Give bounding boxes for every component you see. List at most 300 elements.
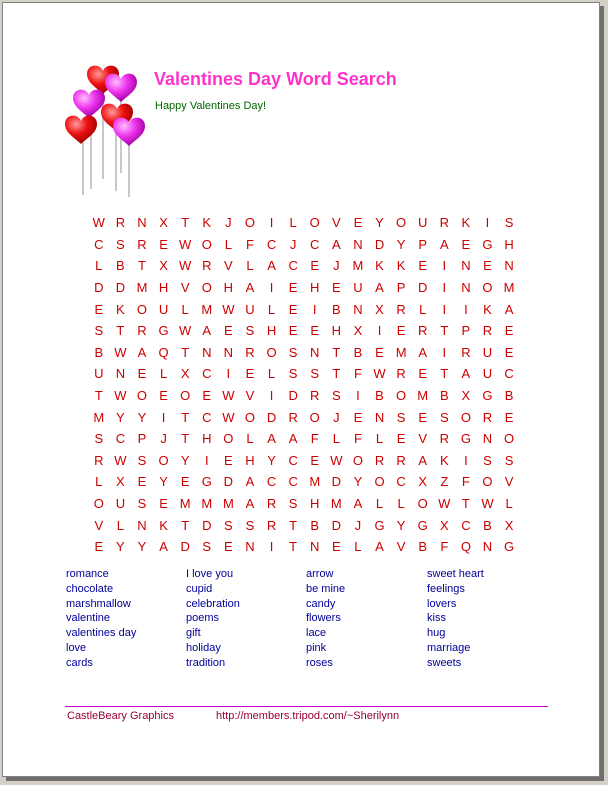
grid-letter: U <box>94 366 104 382</box>
grid-letter: N <box>310 539 320 555</box>
word-item: lace <box>306 627 327 640</box>
grid-letter: O <box>482 280 493 296</box>
grid-letter: E <box>310 258 320 274</box>
grid-letter: N <box>461 258 471 274</box>
word-item: tradition <box>186 656 226 669</box>
word-column <box>427 567 547 671</box>
grid-letter: V <box>180 280 190 296</box>
grid-letter: I <box>356 388 360 404</box>
grid-letter: L <box>95 474 103 490</box>
grid-letter: N <box>115 366 126 382</box>
grid-letter: G <box>482 236 493 252</box>
grid-letter: E <box>310 323 320 339</box>
grid-letter: L <box>95 258 103 274</box>
grid-letter: B <box>375 388 384 404</box>
grid-letter: E <box>137 366 147 382</box>
grid-letter: A <box>418 344 428 360</box>
grid-letter: V <box>331 215 341 231</box>
grid-letter: B <box>353 344 363 360</box>
grid-letter: S <box>331 388 341 404</box>
grid-letter: J <box>225 215 232 231</box>
grid-letter: T <box>181 215 190 231</box>
grid-row <box>88 406 520 428</box>
grid-letter: W <box>114 388 127 404</box>
grid-letter: I <box>442 280 447 296</box>
word-item: gift <box>186 627 201 640</box>
grid-letter: L <box>181 301 189 317</box>
grid-letter: O <box>309 409 320 425</box>
grid-row <box>88 342 520 364</box>
grid-letter: E <box>224 452 233 468</box>
grid-letter: S <box>116 236 125 252</box>
grid-letter: J <box>160 431 167 447</box>
grid-letter: K <box>116 301 125 317</box>
grid-letter: I <box>312 301 317 317</box>
grid-letter: D <box>180 539 190 555</box>
grid-letter: S <box>245 323 255 339</box>
grid-letter: H <box>202 431 212 447</box>
grid-letter: S <box>137 496 147 512</box>
grid-letter: K <box>483 301 492 317</box>
grid-letter: M <box>309 474 321 490</box>
grid-letter: Z <box>440 474 449 490</box>
grid-letter: O <box>460 409 471 425</box>
grid-letter: R <box>461 344 471 360</box>
grid-letter: C <box>288 474 298 490</box>
grid-letter: L <box>159 366 168 382</box>
grid-letter: A <box>418 452 428 468</box>
grid-letter: E <box>353 215 363 231</box>
grid-letter: O <box>180 388 191 404</box>
grid-letter: R <box>94 452 104 468</box>
footer-credit: CastleBeary Graphics <box>67 710 174 722</box>
grid-letter: C <box>310 236 320 252</box>
grid-letter: N <box>223 344 234 360</box>
grid-letter: B <box>418 539 428 555</box>
grid-letter: R <box>396 366 406 382</box>
grid-letter: N <box>137 215 147 231</box>
grid-letter: Q <box>158 344 169 360</box>
grid-letter: D <box>115 280 126 296</box>
grid-letter: O <box>396 215 407 231</box>
grid-letter: Y <box>159 474 168 490</box>
grid-letter: W <box>330 452 343 468</box>
grid-letter: R <box>396 452 406 468</box>
grid-row <box>88 255 520 277</box>
grid-letter: O <box>201 236 212 252</box>
grid-letter: E <box>418 258 428 274</box>
grid-letter: E <box>288 323 298 339</box>
grid-letter: E <box>159 236 168 252</box>
grid-row <box>88 277 520 299</box>
grid-letter: I <box>485 215 490 231</box>
worksheet-page <box>2 2 600 777</box>
grid-letter: V <box>396 539 406 555</box>
grid-letter: A <box>288 431 298 447</box>
page-subtitle: Happy Valentines Day! <box>155 100 267 112</box>
word-item: poems <box>186 612 220 625</box>
grid-letter: K <box>375 258 384 274</box>
grid-row <box>88 493 520 515</box>
grid-letter: R <box>482 323 493 339</box>
grid-letter: D <box>374 236 385 252</box>
grid-letter: K <box>202 215 212 231</box>
grid-letter: A <box>245 474 255 490</box>
grid-letter: U <box>482 366 493 382</box>
grid-letter: U <box>418 215 428 231</box>
grid-letter: E <box>245 366 255 382</box>
grid-letter: B <box>331 301 341 317</box>
grid-letter: E <box>288 301 298 317</box>
grid-letter: A <box>159 539 168 555</box>
grid-letter: L <box>246 258 254 274</box>
grid-letter: C <box>288 258 298 274</box>
grid-letter: R <box>310 388 320 404</box>
word-item: pink <box>306 641 327 654</box>
grid-letter: Y <box>116 539 125 555</box>
grid-letter: O <box>266 344 277 360</box>
grid-letter: M <box>352 258 364 274</box>
grid-letter: L <box>289 215 297 231</box>
grid-letter: C <box>266 474 277 490</box>
grid-letter: K <box>396 258 406 274</box>
word-column <box>66 567 186 671</box>
grid-letter: O <box>93 496 104 512</box>
word-item: I love you <box>186 568 234 580</box>
grid-letter: M <box>201 496 213 512</box>
grid-letter: W <box>179 258 192 274</box>
grid-letter: A <box>245 280 255 296</box>
grid-letter: J <box>354 517 362 533</box>
grid-letter: W <box>222 409 235 425</box>
grid-letter: T <box>332 366 341 382</box>
grid-letter: R <box>137 236 147 252</box>
grid-letter: U <box>245 301 255 317</box>
grid-row <box>88 234 520 256</box>
grid-letter: Y <box>267 452 276 468</box>
word-item: arrow <box>306 568 334 580</box>
grid-letter: G <box>460 431 471 447</box>
grid-letter: F <box>353 431 362 447</box>
grid-letter: I <box>204 452 209 468</box>
grid-letter: D <box>418 280 428 296</box>
grid-letter: M <box>222 496 234 512</box>
word-item: valentine <box>66 612 111 625</box>
grid-letter: B <box>94 344 104 360</box>
grid-letter: M <box>395 344 407 360</box>
grid-row <box>88 212 520 234</box>
grid-letter: X <box>159 258 168 274</box>
heart-balloons-icon <box>61 61 151 199</box>
grid-letter: N <box>245 539 255 555</box>
grid-letter: Y <box>116 409 125 425</box>
grid-letter: V <box>224 258 233 274</box>
grid-letter: G <box>417 517 428 533</box>
grid-letter: V <box>94 517 104 533</box>
grid-letter: N <box>202 344 212 360</box>
grid-letter: Y <box>396 517 406 533</box>
grid-letter: O <box>309 215 320 231</box>
grid-letter: U <box>353 280 363 296</box>
grid-row <box>88 450 520 472</box>
grid-letter: X <box>504 517 514 533</box>
grid-letter: F <box>310 431 319 447</box>
grid-letter: B <box>310 517 320 533</box>
grid-letter: E <box>94 301 104 317</box>
grid-letter: X <box>418 474 428 490</box>
page-shadow-bottom <box>6 777 604 781</box>
word-item: flowers <box>306 612 341 625</box>
grid-letter: N <box>353 301 363 317</box>
grid-letter: W <box>373 366 386 382</box>
grid-letter: I <box>464 301 468 317</box>
word-item: be mine <box>306 582 346 595</box>
grid-letter: H <box>310 280 320 296</box>
grid-letter: X <box>461 388 471 404</box>
grid-letter: E <box>180 474 190 490</box>
grid-letter: M <box>179 496 191 512</box>
grid-letter: R <box>374 452 385 468</box>
grid-letter: T <box>181 517 190 533</box>
grid-letter: W <box>114 344 127 360</box>
grid-letter: E <box>331 280 341 296</box>
grid-letter: N <box>461 280 471 296</box>
grid-letter: C <box>396 474 406 490</box>
letter-grid <box>88 212 520 558</box>
grid-letter: A <box>331 236 341 252</box>
word-item: lovers <box>427 597 457 610</box>
grid-letter: P <box>137 431 147 447</box>
grid-letter: S <box>137 452 147 468</box>
grid-letter: E <box>353 409 363 425</box>
grid-letter: E <box>224 539 233 555</box>
grid-letter: E <box>288 280 298 296</box>
grid-letter: S <box>310 366 320 382</box>
grid-letter: H <box>266 323 277 339</box>
grid-letter: V <box>504 474 514 490</box>
word-item: chocolate <box>66 582 114 595</box>
grid-letter: I <box>161 409 166 425</box>
grid-letter: R <box>115 215 126 231</box>
grid-letter: T <box>181 431 190 447</box>
grid-letter: F <box>245 236 254 252</box>
grid-letter: P <box>396 280 406 296</box>
grid-letter: A <box>245 496 255 512</box>
grid-letter: E <box>310 452 320 468</box>
grid-letter: O <box>482 474 493 490</box>
grid-letter: C <box>202 409 212 425</box>
grid-letter: D <box>331 517 342 533</box>
grid-row <box>88 536 520 558</box>
grid-letter: L <box>375 431 384 447</box>
grid-letter: S <box>483 452 492 468</box>
grid-letter: O <box>223 431 234 447</box>
grid-letter: T <box>181 344 190 360</box>
grid-letter: N <box>482 539 493 555</box>
grid-letter: A <box>137 344 147 360</box>
grid-letter: D <box>288 388 298 404</box>
word-item: marshmallow <box>66 597 131 610</box>
grid-letter: B <box>483 517 492 533</box>
grid-letter: O <box>158 452 169 468</box>
grid-letter: Y <box>180 452 190 468</box>
grid-letter: E <box>159 388 168 404</box>
grid-letter: U <box>482 344 493 360</box>
grid-letter: C <box>504 366 514 382</box>
grid-letter: S <box>202 539 212 555</box>
grid-letter: H <box>223 280 234 296</box>
grid-row <box>88 428 520 450</box>
grid-letter: W <box>222 301 235 317</box>
grid-letter: S <box>504 215 514 231</box>
grid-letter: H <box>331 323 342 339</box>
grid-letter: J <box>333 409 340 425</box>
grid-letter: R <box>482 409 493 425</box>
grid-letter: K <box>439 452 449 468</box>
grid-letter: Q <box>460 539 471 555</box>
grid-letter: E <box>461 236 471 252</box>
grid-letter: E <box>418 366 428 382</box>
word-item: valentines day <box>66 627 137 640</box>
word-item: feelings <box>427 582 465 595</box>
footer-divider <box>65 706 548 707</box>
grid-row <box>88 363 520 385</box>
grid-letter: O <box>504 431 515 447</box>
page-title: Valentines Day Word Search <box>154 69 397 89</box>
word-item: cards <box>66 656 93 669</box>
grid-letter: O <box>417 496 428 512</box>
grid-letter: V <box>245 388 255 404</box>
word-column <box>306 567 426 671</box>
grid-letter: B <box>504 388 514 404</box>
grid-letter: O <box>352 452 363 468</box>
grid-letter: J <box>289 236 297 252</box>
grid-letter: T <box>289 517 298 533</box>
grid-letter: I <box>269 215 274 231</box>
grid-row <box>88 320 520 342</box>
grid-letter: G <box>201 474 212 490</box>
grid-letter: C <box>94 236 104 252</box>
grid-letter: A <box>375 539 384 555</box>
grid-letter: W <box>114 452 127 468</box>
grid-letter: R <box>439 431 449 447</box>
grid-letter: I <box>442 301 447 317</box>
grid-letter: B <box>116 258 125 274</box>
grid-letter: M <box>136 280 148 296</box>
grid-letter: R <box>266 496 277 512</box>
grid-letter: X <box>353 323 363 339</box>
grid-letter: W <box>222 388 235 404</box>
grid-letter: A <box>353 496 363 512</box>
grid-letter: A <box>267 431 276 447</box>
grid-letter: H <box>504 236 514 252</box>
grid-letter: L <box>375 496 384 512</box>
grid-letter: G <box>158 323 169 339</box>
grid-letter: I <box>226 366 231 382</box>
grid-letter: A <box>267 258 276 274</box>
grid-letter: T <box>440 323 449 339</box>
grid-letter: I <box>269 539 274 555</box>
grid-letter: S <box>396 409 406 425</box>
grid-letter: A <box>504 301 514 317</box>
grid-letter: G <box>482 388 493 404</box>
grid-letter: O <box>244 409 256 425</box>
word-item: candy <box>306 597 336 610</box>
grid-letter: E <box>418 409 428 425</box>
grid-letter: M <box>330 496 342 512</box>
grid-letter: S <box>504 452 514 468</box>
grid-row <box>88 385 520 407</box>
word-item: sweets <box>427 656 462 669</box>
grid-letter: E <box>94 539 104 555</box>
grid-letter: R <box>418 323 428 339</box>
grid-letter: E <box>504 409 514 425</box>
grid-letter: C <box>266 236 277 252</box>
grid-letter: E <box>159 496 168 512</box>
grid-letter: K <box>461 215 471 231</box>
grid-letter: F <box>353 366 362 382</box>
grid-letter: F <box>461 474 470 490</box>
grid-letter: W <box>481 496 494 512</box>
grid-letter: T <box>332 344 341 360</box>
word-column <box>186 567 306 671</box>
word-item: cupid <box>186 582 213 595</box>
grid-letter: W <box>179 236 192 252</box>
grid-letter: E <box>375 344 384 360</box>
grid-letter: E <box>331 539 341 555</box>
grid-letter: B <box>439 388 449 404</box>
grid-letter: E <box>137 474 147 490</box>
word-item: love <box>66 641 87 654</box>
grid-letter: A <box>461 366 471 382</box>
grid-letter: H <box>245 452 255 468</box>
grid-letter: R <box>439 215 449 231</box>
grid-letter: O <box>136 388 148 404</box>
grid-letter: I <box>442 258 447 274</box>
grid-letter: T <box>181 409 190 425</box>
grid-letter: S <box>288 366 298 382</box>
word-item: celebration <box>186 597 240 610</box>
page-shadow-right <box>600 6 604 781</box>
grid-letter: S <box>439 409 449 425</box>
grid-letter: U <box>115 496 126 512</box>
grid-letter: J <box>333 258 340 274</box>
word-item: sweet heart <box>427 568 484 580</box>
word-item: roses <box>306 656 333 669</box>
grid-letter: Y <box>396 236 406 252</box>
grid-letter: R <box>202 258 212 274</box>
grid-letter: E <box>504 344 514 360</box>
footer-url: http://members.tripod.com/~Sherilynn <box>216 710 400 722</box>
grid-letter: N <box>137 517 147 533</box>
grid-letter: W <box>179 323 192 339</box>
grid-letter: W <box>438 496 451 512</box>
grid-letter: E <box>396 323 406 339</box>
word-item: holiday <box>186 641 221 654</box>
grid-letter: I <box>269 388 274 404</box>
grid-letter: O <box>396 388 407 404</box>
grid-letter: N <box>482 431 493 447</box>
grid-letter: L <box>397 496 405 512</box>
grid-letter: M <box>93 409 105 425</box>
grid-letter: X <box>159 215 168 231</box>
grid-letter: I <box>464 452 468 468</box>
grid-letter: T <box>138 258 146 274</box>
grid-letter: E <box>504 323 514 339</box>
grid-letter: I <box>442 344 447 360</box>
grid-letter: L <box>224 236 232 252</box>
grid-letter: N <box>310 344 320 360</box>
